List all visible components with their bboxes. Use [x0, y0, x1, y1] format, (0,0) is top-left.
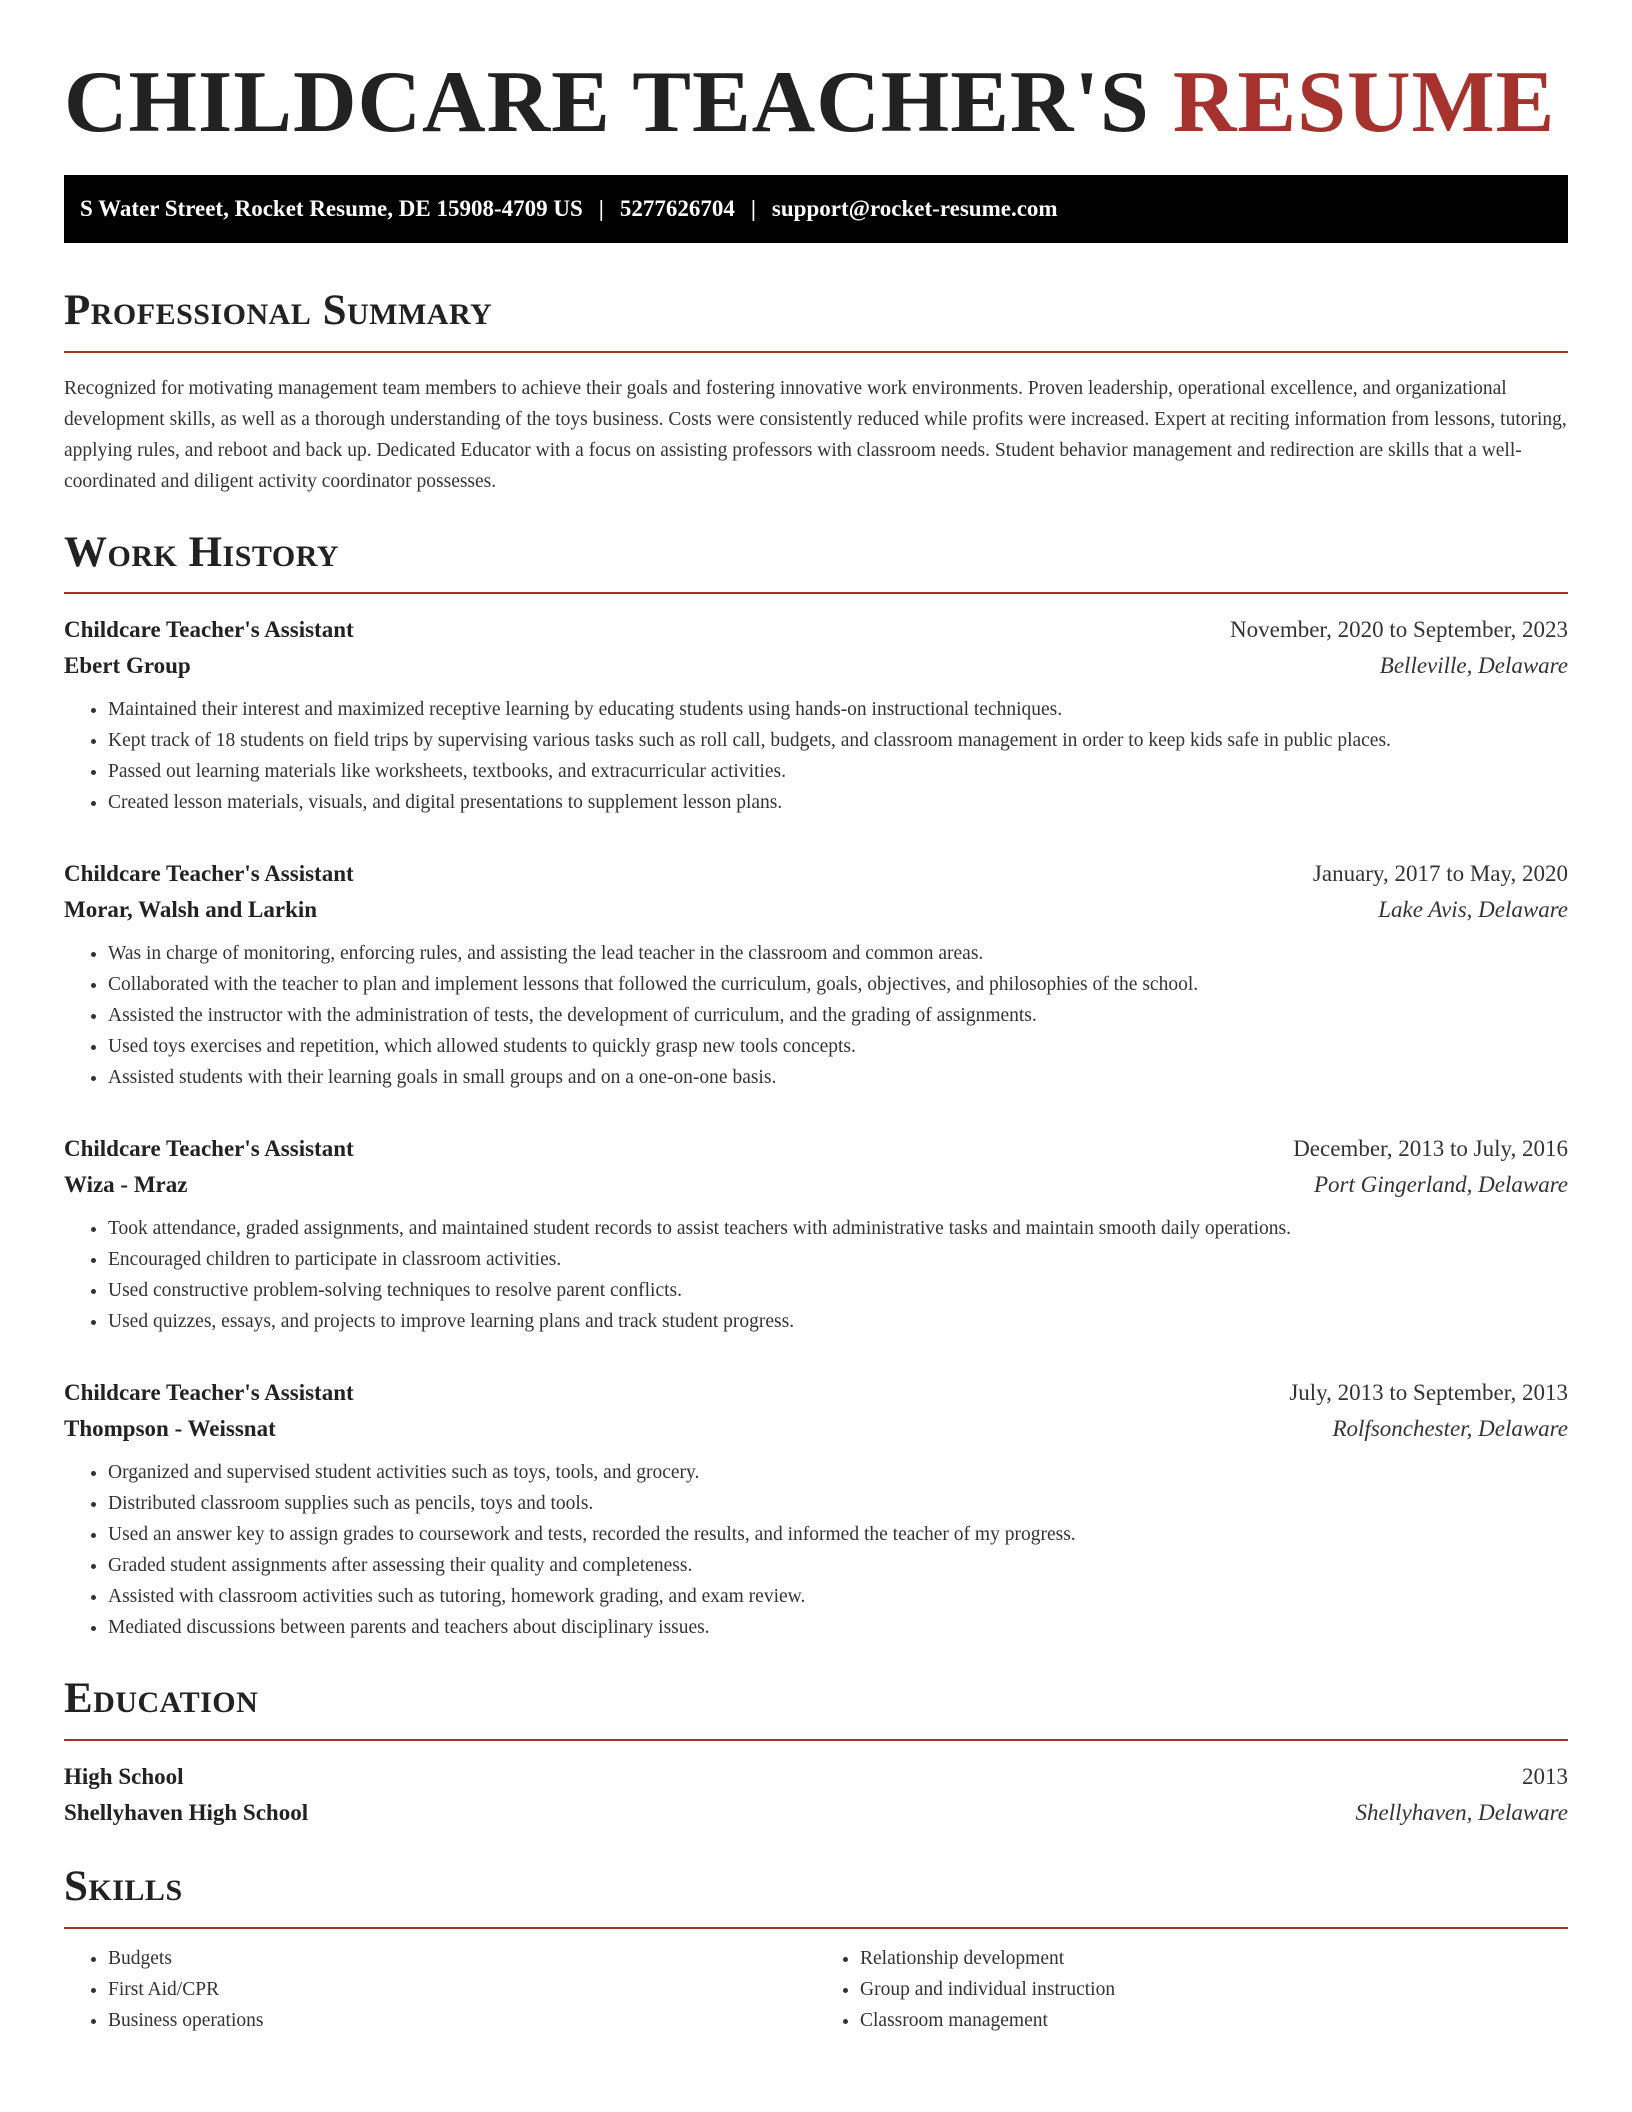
job-entry — [64, 1131, 1568, 1337]
job-company: Morar, Walsh and Larkin — [64, 897, 318, 923]
skills-heading: Skills — [64, 1861, 1568, 1929]
education-entry — [64, 1759, 1568, 1831]
job-bullet: • Graded student assignments after assessing their quality and completeness. — [108, 1550, 1568, 1581]
job-bullet: • Assisted students with their learning goals in small groups and on a one-on-one basis. — [108, 1062, 1568, 1093]
title-accent: RESUME — [1172, 54, 1556, 151]
job-bullet: • Kept track of 18 students on field trips by supervising various tasks such as roll call, budgets, and classroom management in order to keep kids safe in public places. — [108, 725, 1568, 756]
job-bullet: • Collaborated with the teacher to plan and implement lessons that followed the curriculum, goals, objectives, and philosophies of the school. — [108, 969, 1568, 1000]
job-bullets — [64, 938, 1568, 1093]
job-company: Thompson - Weissnat — [64, 1416, 276, 1442]
contact-phone: 5277626704 — [619, 196, 735, 222]
resume-title — [64, 52, 1568, 153]
job-location: Rolfsonchester, Delaware — [1332, 1416, 1568, 1442]
job-bullet: • Mediated discussions between parents and teachers about disciplinary issues. — [108, 1612, 1568, 1643]
education-heading: Education — [64, 1673, 1568, 1741]
job-bullet: • Assisted with classroom activities such as tutoring, homework grading, and exam review. — [108, 1581, 1568, 1612]
job-company-row — [64, 1167, 1568, 1203]
skills-grid — [64, 1943, 1568, 2036]
job-company-row — [64, 648, 1568, 684]
job-bullet: • Assisted the instructor with the administration of tests, the development of curriculum, and the grading of assignments. — [108, 1000, 1568, 1031]
skill-item: • Business operations — [108, 2005, 816, 2036]
skill-item: • Group and individual instruction — [860, 1974, 1568, 2005]
skill-item: • Relationship development — [860, 1943, 1568, 1974]
job-entry — [64, 856, 1568, 1093]
job-bullet: • Used constructive problem-solving techniques to resolve parent conflicts. — [108, 1275, 1568, 1306]
education-degree: High School — [64, 1763, 184, 1789]
contact-bar — [64, 175, 1568, 243]
job-dates: December, 2013 to July, 2016 — [1293, 1136, 1568, 1162]
job-bullet: • Distributed classroom supplies such as pencils, toys and tools. — [108, 1488, 1568, 1519]
job-entry — [64, 1375, 1568, 1643]
job-company-row — [64, 1411, 1568, 1447]
job-title: Childcare Teacher's Assistant — [64, 617, 354, 643]
job-bullet: • Took attendance, graded assignments, and maintained student records to assist teachers with administrative tasks and maintain smooth daily operations. — [108, 1213, 1568, 1244]
education-year: 2013 — [1522, 1763, 1568, 1789]
job-company: Wiza - Mraz — [64, 1172, 188, 1198]
job-bullet: • Used an answer key to assign grades to coursework and tests, recorded the results, and informed the teacher of my progress. — [108, 1519, 1568, 1550]
job-location: Lake Avis, Delaware — [1378, 897, 1568, 923]
contact-separator: | — [598, 196, 604, 222]
job-bullet: • Organized and supervised student activities such as toys, tools, and grocery. — [108, 1457, 1568, 1488]
skills-column-left — [64, 1943, 816, 2036]
job-bullet: • Encouraged children to participate in classroom activities. — [108, 1244, 1568, 1275]
job-location: Port Gingerland, Delaware — [1313, 1172, 1568, 1198]
skills-column-right — [816, 1943, 1568, 2036]
job-title-row — [64, 1375, 1568, 1411]
job-bullet: • Used toys exercises and repetition, which allowed students to quickly grasp new tools concepts. — [108, 1031, 1568, 1062]
education-school-row — [64, 1795, 1568, 1831]
education-school: Shellyhaven High School — [64, 1799, 309, 1825]
skill-item: • Budgets — [108, 1943, 816, 1974]
job-dates: January, 2017 to May, 2020 — [1312, 861, 1568, 887]
education-degree-row — [64, 1759, 1568, 1795]
job-dates: July, 2013 to September, 2013 — [1289, 1380, 1568, 1406]
job-entry — [64, 612, 1568, 818]
job-bullet: • Maintained their interest and maximized receptive learning by educating students using hands-on instructional techniques. — [108, 694, 1568, 725]
contact-address: S Water Street, Rocket Resume, DE 15908-4709 US — [80, 196, 583, 222]
job-bullets — [64, 1213, 1568, 1337]
education-location: Shellyhaven, Delaware — [1355, 1799, 1568, 1825]
job-bullets — [64, 1457, 1568, 1643]
contact-email: support@rocket-resume.com — [771, 196, 1058, 222]
title-main: CHILDCARE TEACHER'S — [64, 54, 1150, 151]
job-dates: November, 2020 to September, 2023 — [1230, 617, 1568, 643]
work-history-heading: Work History — [64, 527, 1568, 595]
job-title-row — [64, 612, 1568, 648]
skill-item: • First Aid/CPR — [108, 1974, 816, 2005]
job-title: Childcare Teacher's Assistant — [64, 1136, 354, 1162]
job-bullet: • Created lesson materials, visuals, and digital presentations to supplement lesson plans. — [108, 787, 1568, 818]
job-title: Childcare Teacher's Assistant — [64, 1380, 354, 1406]
job-bullets — [64, 694, 1568, 818]
summary-text: Recognized for motivating management team members to achieve their goals and fostering innovative work environments. Proven leadership, operational excellence, and organizational development skills, as well as a thorough understanding of the toys business. Costs were consistently reduced while profits were increased. Expert at reciting information from lessons, tutoring, applying rules, and reboot and back up. Dedicated Educator with a focus on assisting professors with classroom needs. Student behavior management and redirection are skills that a well-coordinated and diligent activity coordinator possesses. — [64, 377, 1567, 492]
job-bullet: • Was in charge of monitoring, enforcing rules, and assisting the lead teacher in the classroom and common areas. — [108, 938, 1568, 969]
job-bullet: • Used quizzes, essays, and projects to improve learning plans and track student progress. — [108, 1306, 1568, 1337]
job-company: Ebert Group — [64, 653, 191, 679]
job-company-row — [64, 892, 1568, 928]
job-title-row — [64, 856, 1568, 892]
summary-heading: Professional Summary — [64, 285, 1568, 353]
skill-item: • Classroom management — [860, 2005, 1568, 2036]
job-title: Childcare Teacher's Assistant — [64, 861, 354, 887]
contact-separator: | — [750, 196, 756, 222]
job-bullet: • Passed out learning materials like worksheets, textbooks, and extracurricular activities. — [108, 756, 1568, 787]
job-location: Belleville, Delaware — [1379, 653, 1568, 679]
job-title-row — [64, 1131, 1568, 1167]
